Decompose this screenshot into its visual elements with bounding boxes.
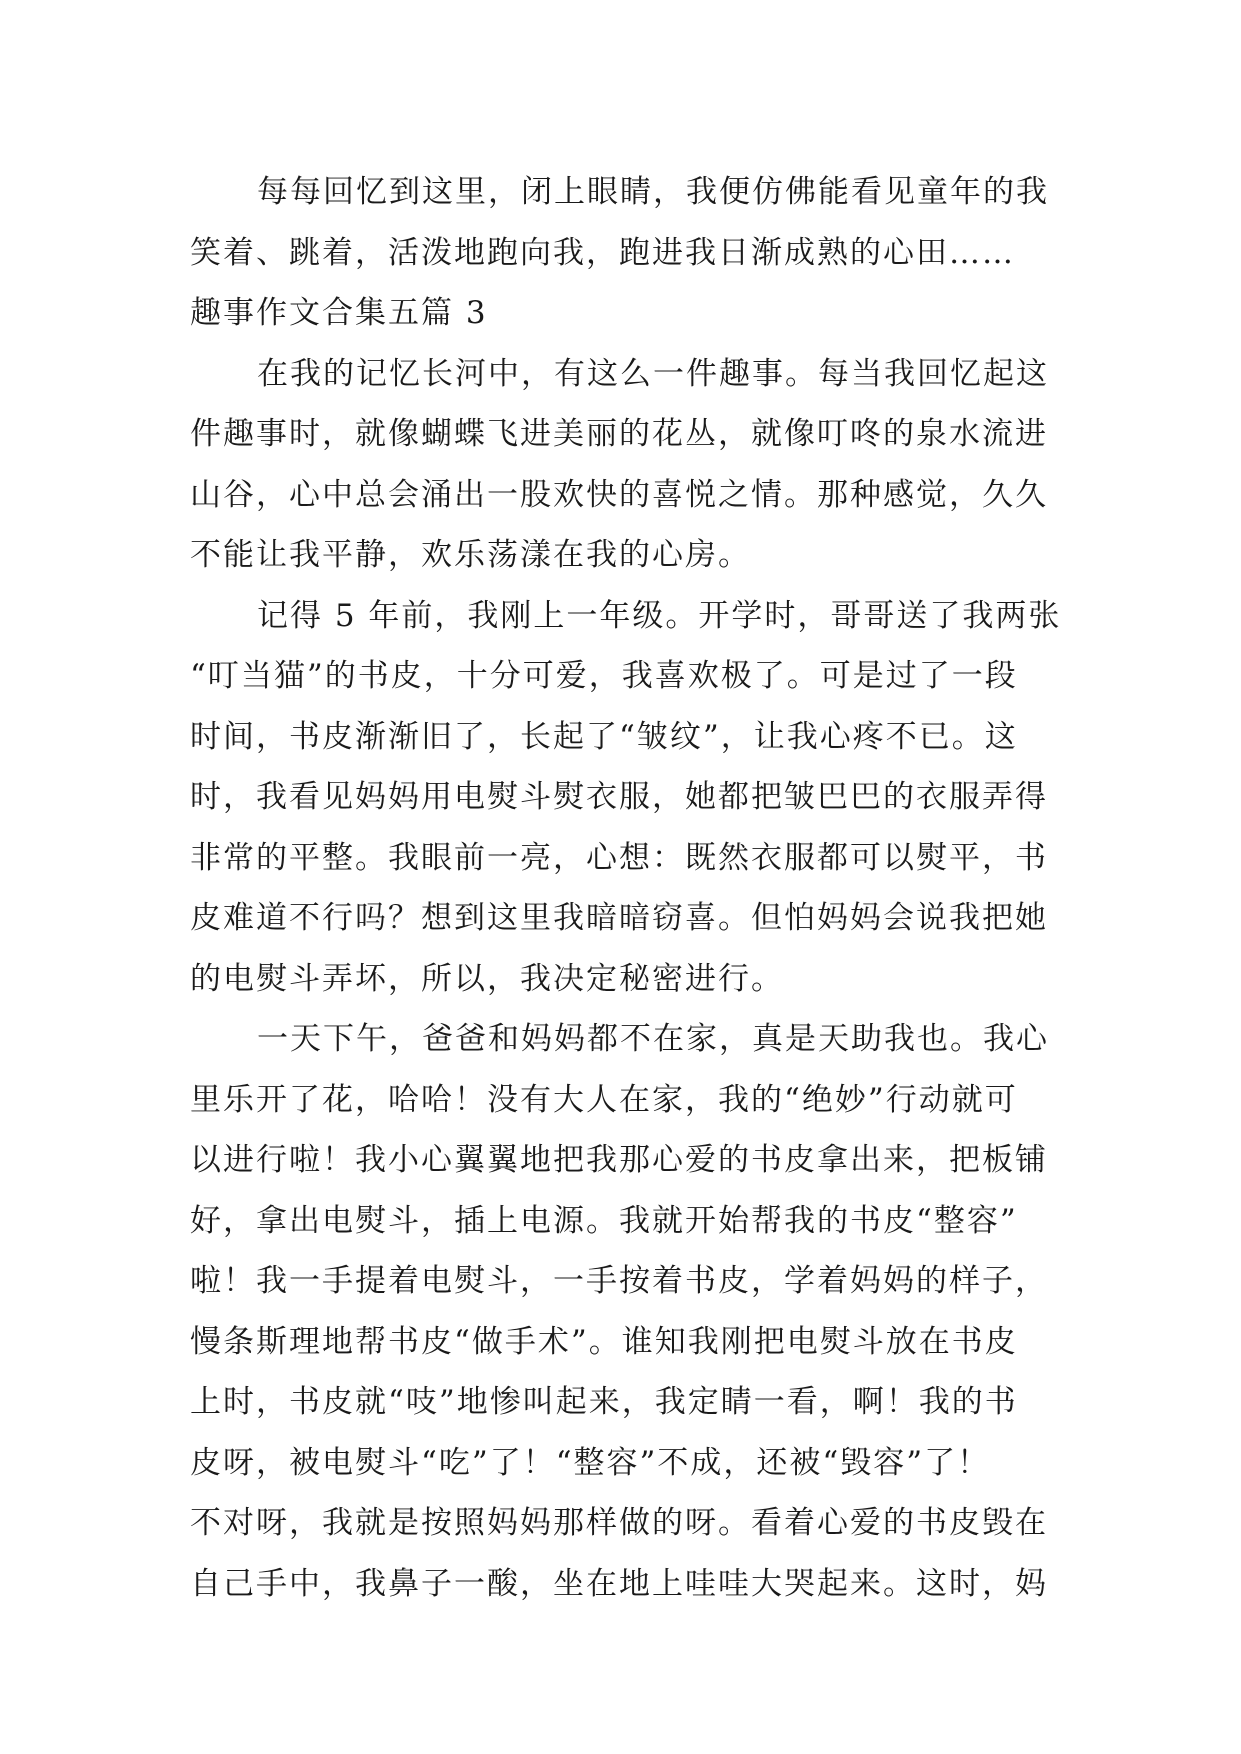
paragraph-line: 不能让我平静，欢乐荡漾在我的心房。: [190, 537, 751, 573]
paragraph-line: 好，拿出电熨斗，插上电源。我就开始帮我的书皮“整容”: [190, 1202, 1018, 1239]
paragraph-line: 皮难道不行吗？想到这里我暗暗窃喜。但怕妈妈会说我把她: [190, 900, 1048, 936]
paragraph-line: 慢条斯理地帮书皮“做手术”。谁知我刚把电熨斗放在书皮: [190, 1323, 1018, 1360]
paragraph-line: 自己手中，我鼻子一酸，坐在地上哇哇大哭起来。这时，妈: [190, 1565, 1048, 1602]
paragraph-line: 的电熨斗弄坏，所以，我决定秘密进行。: [190, 960, 784, 997]
paragraph-line: 非常的平整。我眼前一亮，心想：既然衣服都可以熨平，书: [190, 839, 1048, 876]
paragraph-line: 每每回忆到这里，闭上眼睛，我便仿佛能看见童年的我: [257, 174, 1049, 210]
paragraph-line: 上时，书皮就“吱”地惨叫起来，我定睛一看，啊！我的书: [190, 1384, 1018, 1420]
paragraph-line: 不对呀，我就是按照妈妈那样做的呀。看着心爱的书皮毁在: [190, 1505, 1048, 1541]
document-body: [190, 162, 1062, 1614]
paragraph-line: 时，我看见妈妈用电熨斗熨衣服，她都把皱巴巴的衣服弄得: [190, 779, 1048, 815]
paragraph-line: 笑着、跳着，活泼地跑向我，跑进我日渐成熟的心田……: [190, 234, 1015, 271]
paragraph-line: 一天下午，爸爸和妈妈都不在家，真是天助我也。我心: [257, 1021, 1049, 1057]
paragraph-line: 啦！我一手提着电熨斗，一手按着书皮，学着妈妈的样子，: [190, 1263, 1048, 1299]
paragraph-line: 皮呀，被电熨斗“吃”了！“整容”不成，还被“毁容”了！: [190, 1444, 991, 1481]
section-heading: 趣事作文合集五篇 3: [190, 295, 488, 331]
paragraph-line: 在我的记忆长河中，有这么一件趣事。每当我回忆起这: [257, 355, 1049, 392]
paragraph-line: 里乐开了花，哈哈！没有大人在家，我的“绝妙”行动就可: [190, 1081, 1018, 1118]
paragraph-line: 记得 5 年前，我刚上一年级。开学时，哥哥送了我两张: [257, 597, 1062, 634]
paragraph-line: 以进行啦！我小心翼翼地把我那心爱的书皮拿出来，把板铺: [190, 1142, 1048, 1178]
paragraph-line: 件趣事时，就像蝴蝶飞进美丽的花丛，就像叮咚的泉水流进: [190, 416, 1048, 452]
paragraph-line: 时间，书皮渐渐旧了，长起了“皱纹”，让我心疼不已。这: [190, 718, 1018, 755]
paragraph-line: 山谷，心中总会涌出一股欢快的喜悦之情。那种感觉，久久: [190, 476, 1048, 513]
paragraph-line: “叮当猫”的书皮，十分可爱，我喜欢极了。可是过了一段: [190, 658, 1018, 694]
